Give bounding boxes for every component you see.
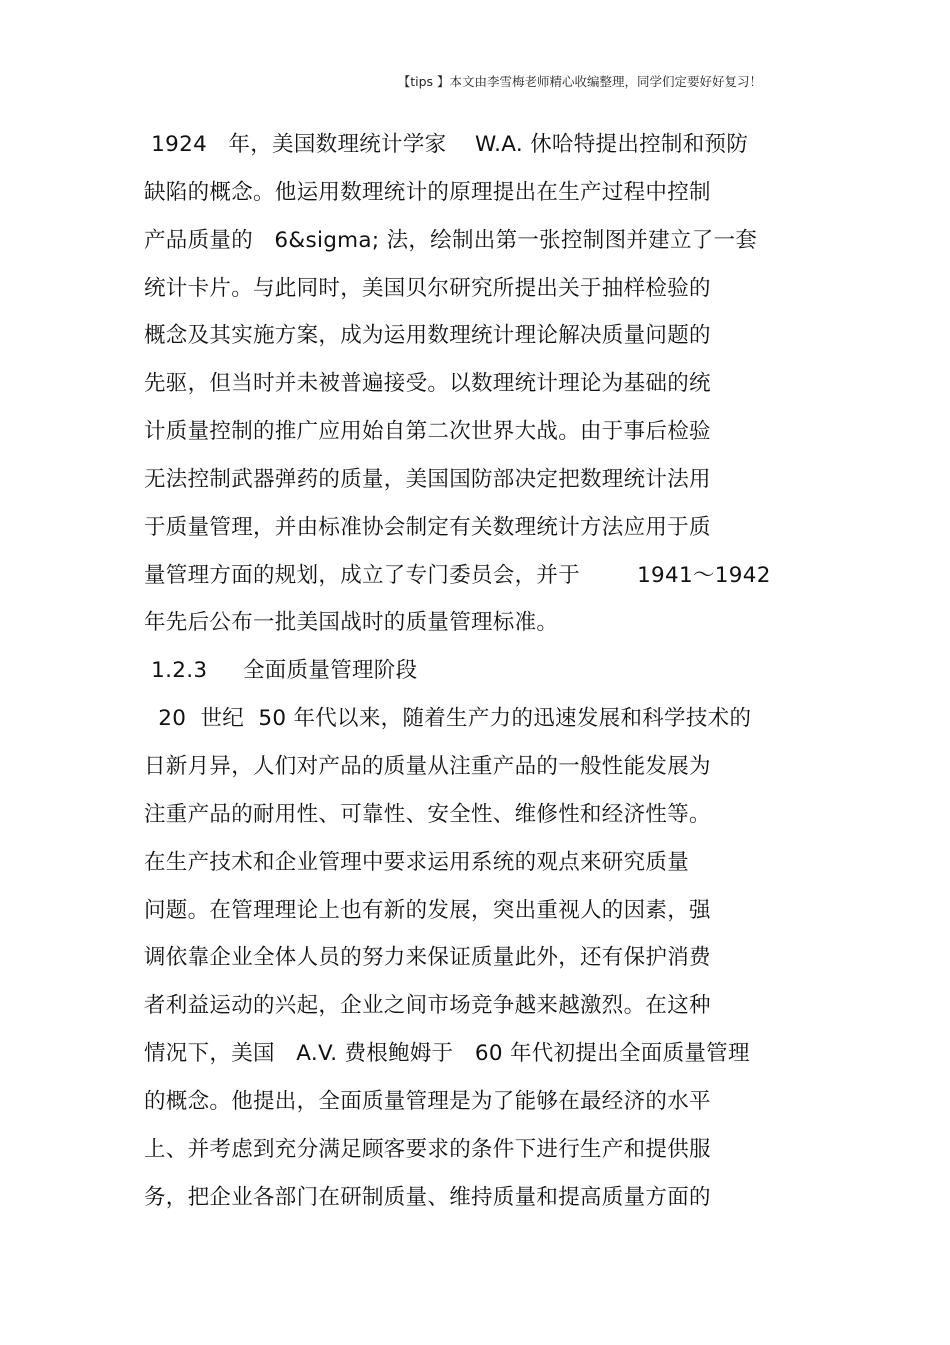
- text-line: 产品质量的 6&sigma; 法，绘制出第一张控制图并建立了一套: [144, 227, 758, 253]
- section-heading: 1.2.3 全面质量管理阶段: [144, 658, 418, 684]
- text-line: 注重产品的耐用性、可靠性、安全性、维修性和经济性等。: [144, 801, 711, 827]
- text-line: 量管理方面的规划，成立了专门委员会，并于 1941～1942: [144, 562, 771, 588]
- text-line: 上、并考虑到充分满足顾客要求的条件下进行生产和提供服: [144, 1136, 711, 1162]
- text-line: 问题。在管理理论上也有新的发展，突出重视人的因素，强: [144, 897, 711, 923]
- text-line: 者利益运动的兴起，企业之间市场竞争越来越激烈。在这种: [144, 993, 711, 1019]
- text-line: 情况下，美国 A.V. 费根鲍姆于 60 年代初提出全面质量管理: [144, 1041, 750, 1067]
- text-line: 调依靠企业全体人员的努力来保证质量此外，还有保护消费: [144, 945, 711, 971]
- text-line: 缺陷的概念。他运用数理统计的原理提出在生产过程中控制: [144, 179, 711, 205]
- text-line: 计质量控制的推广应用始自第二次世界大战。由于事后检验: [144, 419, 711, 445]
- text-line: 无法控制武器弹药的质量，美国国防部决定把数理统计法用: [144, 466, 711, 492]
- text-line: 年先后公布一批美国战时的质量管理标准。: [144, 610, 559, 636]
- text-line: 1924 年，美国数理统计学家 W.A. 休哈特提出控制和预防: [144, 132, 749, 157]
- text-line: 20 世纪 50 年代以来，随着生产力的迅速发展和科学技术的: [144, 706, 752, 732]
- text-line: 在生产技术和企业管理中要求运用系统的观点来研究质量: [144, 849, 690, 875]
- text-line: 于质量管理，并由标准协会制定有关数理统计方法应用于质: [144, 514, 711, 540]
- text-line: 统计卡片。与此同时，美国贝尔研究所提出关于抽样检验的: [144, 275, 711, 301]
- body-text: [144, 121, 824, 1221]
- text-line: 概念及其实施方案，成为运用数理统计理论解决质量问题的: [144, 323, 711, 349]
- text-line: 先驱，但当时并未被普遍接受。以数理统计理论为基础的统: [144, 371, 711, 397]
- tips-header: 【tips 】本文由李雪梅老师精心收编整理，同学们定要好好复习！: [397, 74, 762, 89]
- text-line: 务，把企业各部门在研制质量、维持质量和提高质量方面的: [144, 1184, 711, 1210]
- text-line: 的概念。他提出，全面质量管理是为了能够在最经济的水平: [144, 1088, 711, 1114]
- text-line: 日新月异，人们对产品的质量从注重产品的一般性能发展为: [144, 753, 711, 779]
